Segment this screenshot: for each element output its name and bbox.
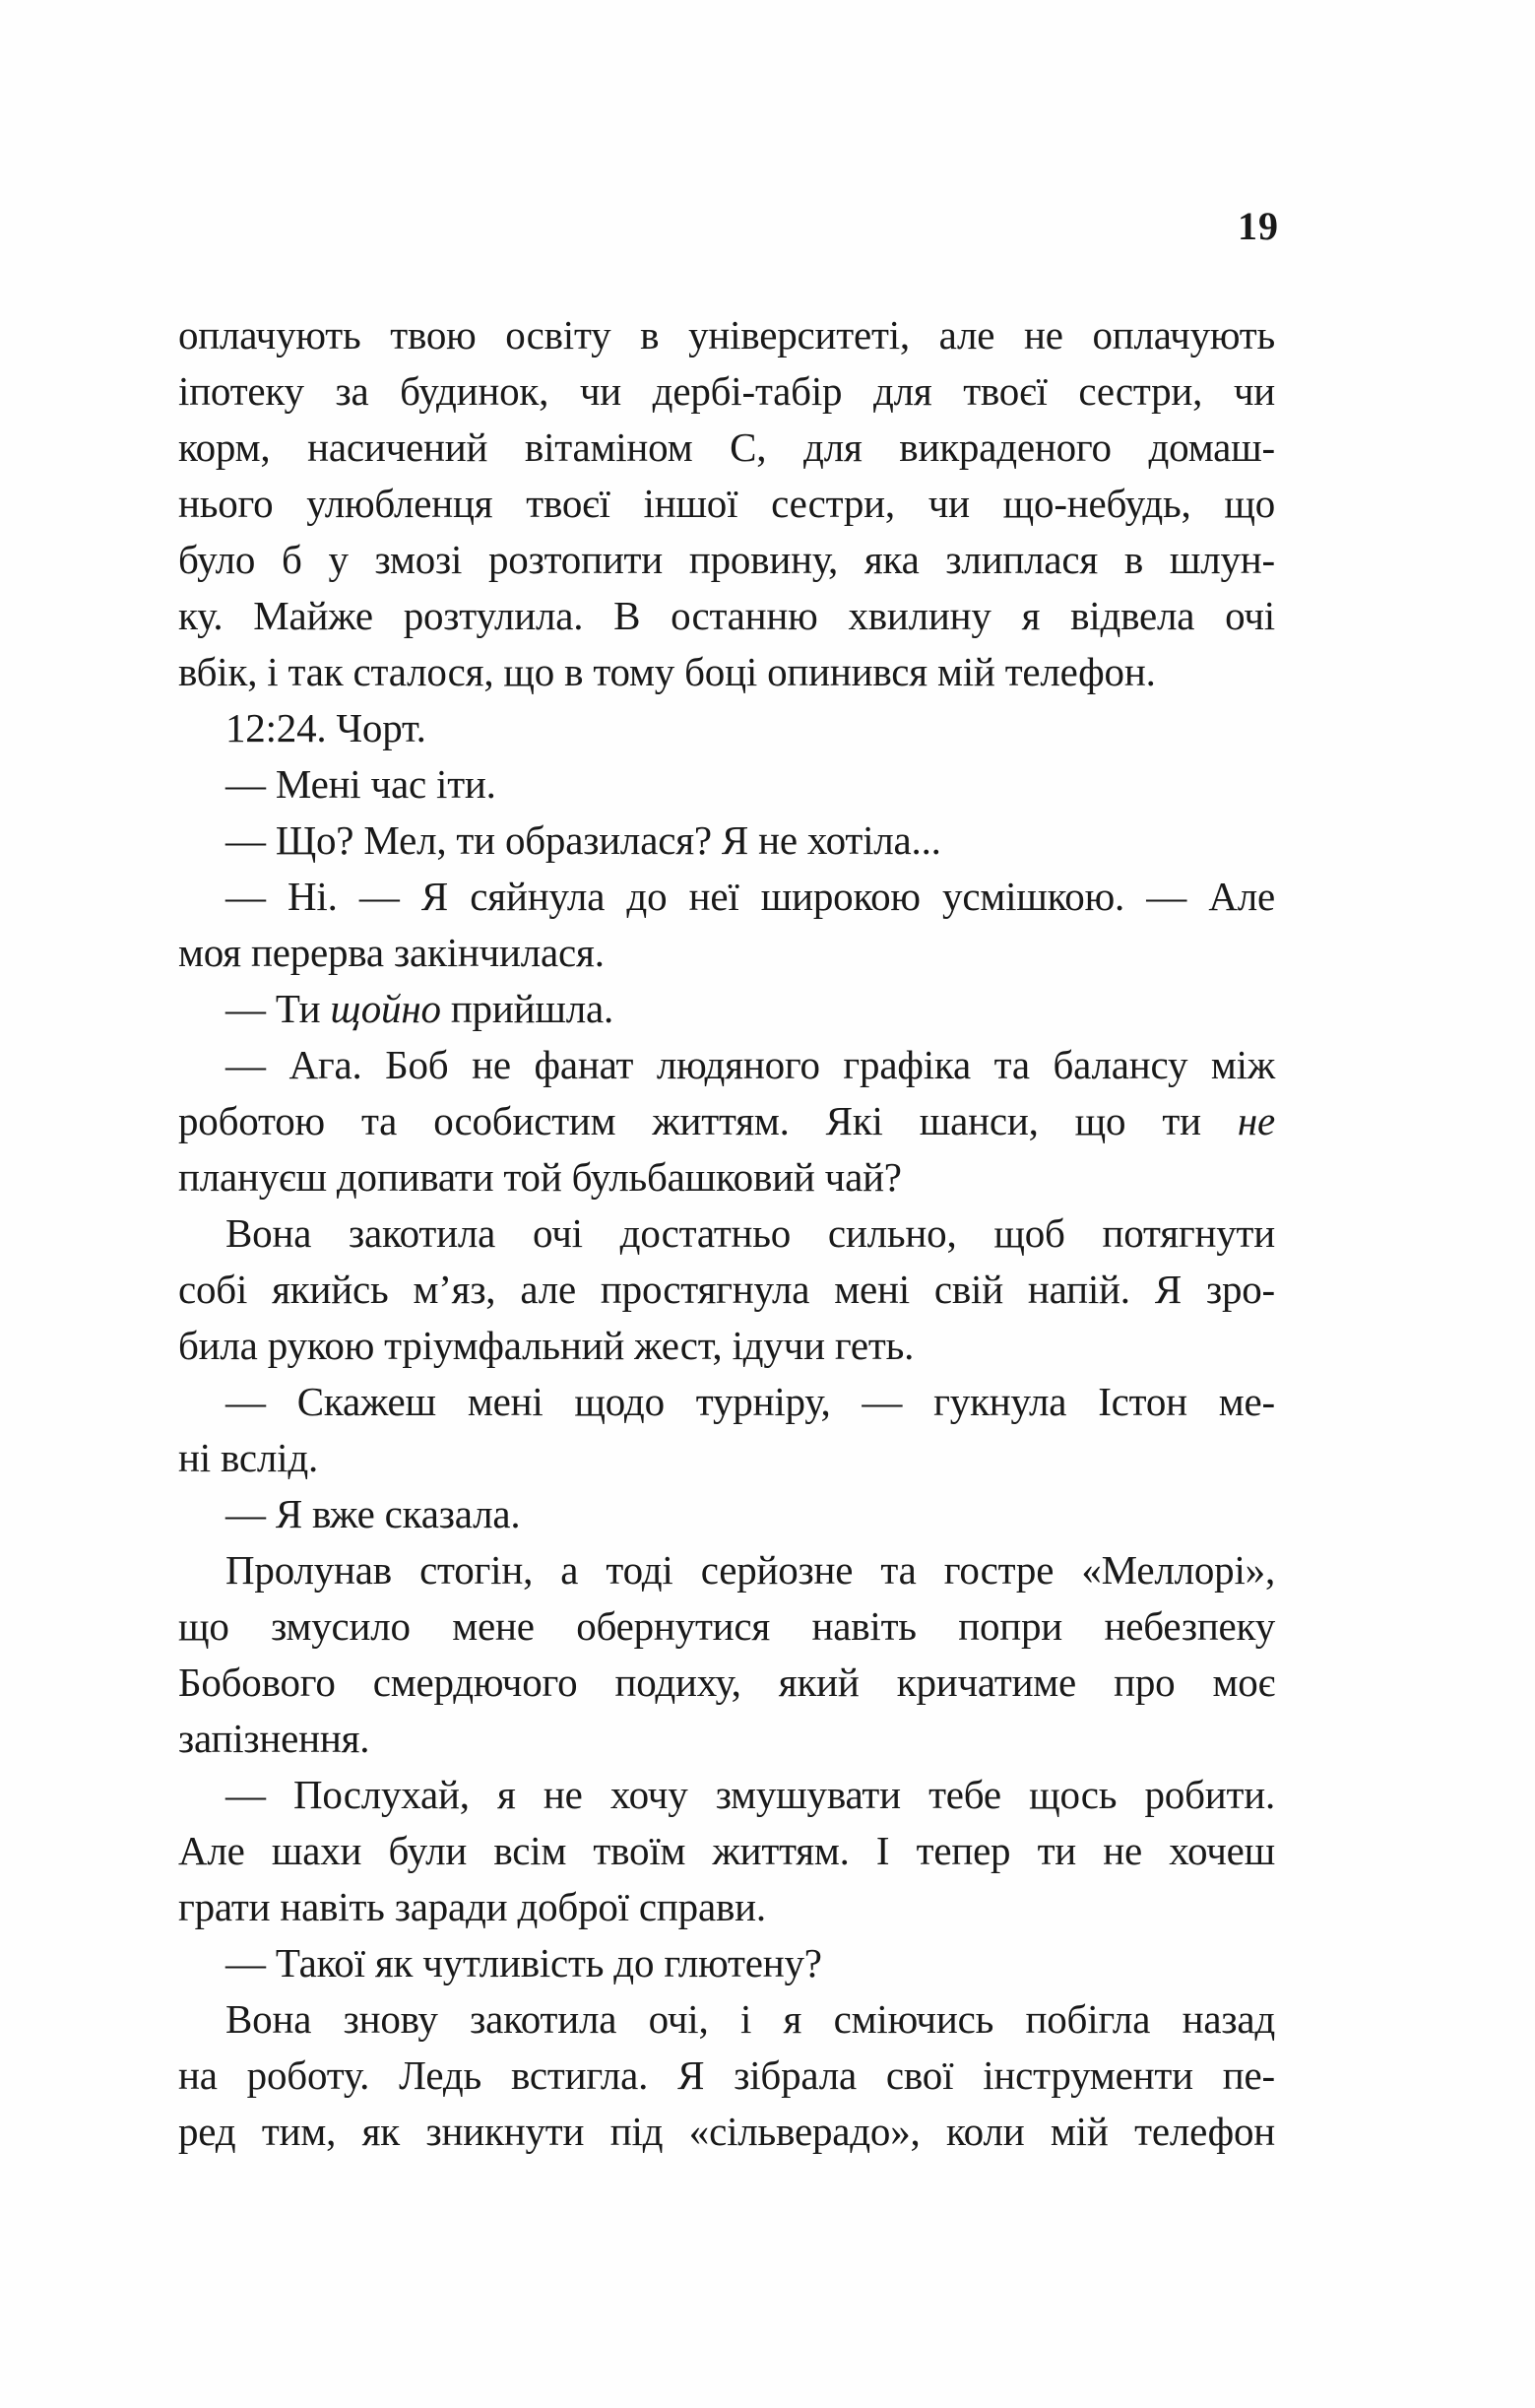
text-line bbox=[178, 1318, 1275, 1374]
text-line bbox=[178, 644, 1275, 700]
text-line bbox=[178, 1430, 1275, 1486]
text-run: — Такої як чутливість до глютену? bbox=[225, 1940, 822, 1985]
text-line bbox=[178, 1655, 1275, 1711]
italic-text-run: щойно bbox=[330, 986, 441, 1031]
text-run: — Я вже сказала. bbox=[225, 1491, 521, 1536]
text-line bbox=[178, 1823, 1275, 1879]
text-run: роботою та особистим життям. Які шанси, що ти bbox=[178, 1098, 1238, 1143]
text-run: Але шахи були всім твоїм життям. І тепер ти не хочеш bbox=[178, 1828, 1275, 1873]
text-run: Вона знову закотила очі, і я сміючись побігла назад bbox=[225, 1996, 1275, 2042]
text-run: — Мені час іти. bbox=[225, 761, 496, 807]
text-line bbox=[178, 756, 1275, 813]
text-line bbox=[178, 1486, 1275, 1542]
text-line bbox=[178, 1205, 1275, 1262]
italic-text-run: не bbox=[1237, 1098, 1275, 1143]
text-run: прийшла. bbox=[440, 986, 614, 1031]
text-line bbox=[178, 700, 1275, 756]
text-run: била рукою тріумфальний жест, ідучи геть. bbox=[178, 1323, 915, 1368]
text-run: ред тим, як зникнути під «сільверадо», коли мій телефон bbox=[178, 2109, 1275, 2154]
text-run: Бобового смердючого подиху, який кричатиме про моє bbox=[178, 1660, 1275, 1705]
text-line bbox=[178, 1037, 1275, 1093]
text-run: оплачують твою освіту в університеті, але не оплачують bbox=[178, 312, 1275, 358]
text-line bbox=[178, 532, 1275, 588]
text-line bbox=[178, 925, 1275, 981]
text-run: Вона закотила очі достатньо сильно, щоб потягнути bbox=[225, 1210, 1275, 1256]
text-run: — Ні. — Я сяйнула до неї широкою усмішкою. — Але bbox=[225, 874, 1275, 919]
text-line bbox=[178, 1935, 1275, 1991]
text-run: плануєш допивати той бульбашковий чай? bbox=[178, 1154, 902, 1200]
text-run: — Скажеш мені щодо турніру, — гукнула Істон ме- bbox=[225, 1379, 1275, 1424]
text-run: іпотеку за будинок, чи дербі-табір для твоєї сестри, чи bbox=[178, 368, 1275, 414]
text-run: що змусило мене обернутися навіть попри небезпеку bbox=[178, 1603, 1275, 1649]
text-line bbox=[178, 1767, 1275, 1823]
text-line bbox=[178, 363, 1275, 420]
text-run: — Ти bbox=[225, 986, 331, 1031]
text-line bbox=[178, 476, 1275, 532]
text-run: моя перерва закінчилася. bbox=[178, 930, 605, 975]
text-run: Пролунав стогін, а тоді серйозне та гостре «Меллорі», bbox=[225, 1547, 1275, 1593]
text-run: нього улюбленця твоєї іншої сестри, чи що-небудь, що bbox=[178, 481, 1275, 526]
text-line bbox=[178, 1149, 1275, 1205]
text-run: — Послухай, я не хочу змушувати тебе щось робити. bbox=[225, 1772, 1275, 1817]
text-line bbox=[178, 813, 1275, 869]
text-run: грати навіть заради доброї справи. bbox=[178, 1884, 766, 1929]
text-line bbox=[178, 1542, 1275, 1598]
text-run: собі якийсь м’яз, але простягнула мені свій напій. Я зро- bbox=[178, 1267, 1275, 1312]
text-line bbox=[178, 588, 1275, 644]
body-text bbox=[178, 307, 1275, 2160]
text-line bbox=[178, 1879, 1275, 1935]
text-run: — Ага. Боб не фанат людяного графіка та балансу між bbox=[225, 1042, 1275, 1087]
text-run: на роботу. Ледь встигла. Я зібрала свої інструменти пе- bbox=[178, 2052, 1275, 2098]
text-run: корм, насичений вітаміном C, для викраденого домаш- bbox=[178, 424, 1275, 470]
text-line bbox=[178, 981, 1275, 1037]
text-line bbox=[178, 1991, 1275, 2048]
text-line bbox=[178, 420, 1275, 476]
text-line bbox=[178, 1262, 1275, 1318]
text-run: було б у змозі розтопити провину, яка злиплася в шлун- bbox=[178, 537, 1275, 582]
text-run: — Що? Мел, ти образилася? Я не хотіла... bbox=[225, 817, 941, 863]
text-run: 12:24. Чорт. bbox=[225, 705, 426, 750]
text-line bbox=[178, 2104, 1275, 2160]
text-line bbox=[178, 1711, 1275, 1767]
text-line bbox=[178, 307, 1275, 363]
text-line bbox=[178, 869, 1275, 925]
text-run: ні вслід. bbox=[178, 1435, 319, 1480]
text-run: вбік, і так сталося, що в тому боці опинився мій телефон. bbox=[178, 649, 1156, 694]
text-run: ку. Майже розтулила. В останню хвилину я відвела очі bbox=[178, 593, 1275, 638]
text-line bbox=[178, 1374, 1275, 1430]
text-run: запізнення. bbox=[178, 1716, 370, 1761]
text-line bbox=[178, 1598, 1275, 1655]
page-number: 19 bbox=[1238, 204, 1279, 248]
text-line bbox=[178, 2048, 1275, 2104]
text-line bbox=[178, 1093, 1275, 1149]
